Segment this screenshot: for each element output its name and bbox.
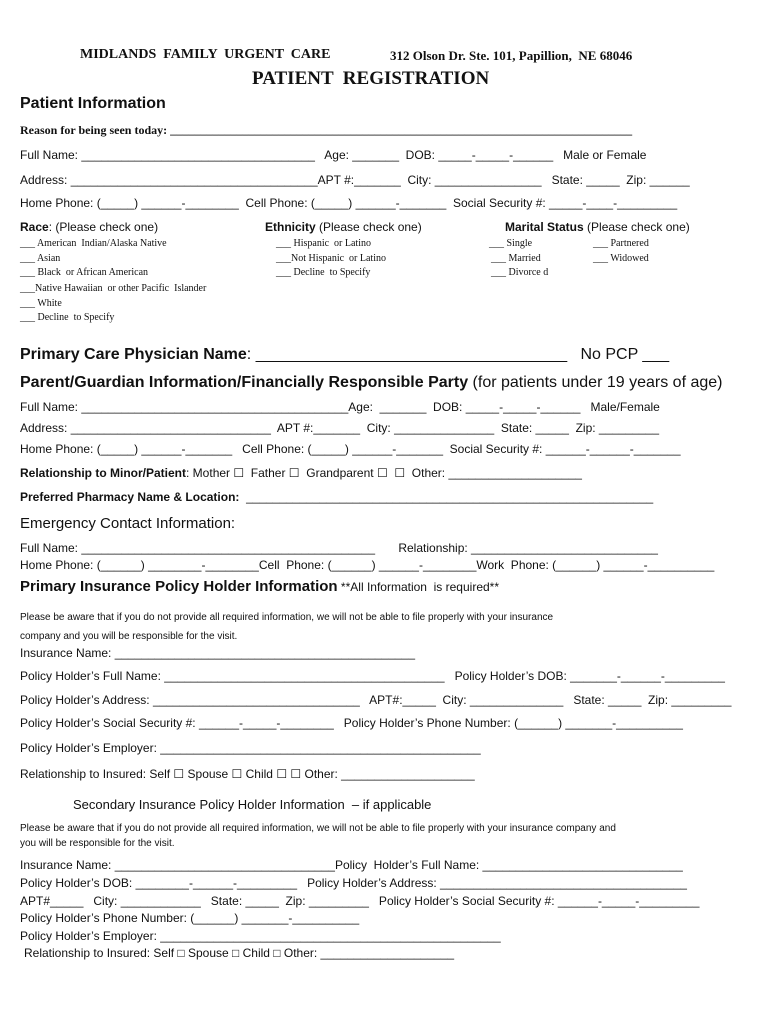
relationship-label: Relationship to Minor/Patient xyxy=(20,466,187,480)
marital-option[interactable]: ___ Partnered xyxy=(593,238,649,249)
insurance-name-field[interactable]: Insurance Name: _____________________________________________ xyxy=(20,646,416,660)
guardian-name-line[interactable]: Full Name: ________________________________________Age: _______ DOB: _____-_____-______ Male/Female xyxy=(20,400,660,414)
marital-option[interactable]: ___ Divorce d xyxy=(491,267,549,278)
race-heading xyxy=(20,220,158,234)
guardian-heading-normal: (for patients under 19 years of age) xyxy=(468,374,723,391)
marital-option[interactable]: ___ Widowed xyxy=(593,253,649,264)
race-hint: : (Please check one) xyxy=(48,220,159,234)
race-option[interactable]: ___ Black or African American xyxy=(20,267,149,278)
holder-address-line[interactable]: Policy Holder’s Address: _______________________________ APT#:_____ City: ______________ State: _____ Zip: _________ xyxy=(20,693,732,707)
holder-employer-line[interactable]: Policy Holder’s Employer: ________________________________________________ xyxy=(20,741,481,755)
secondary-line[interactable]: Policy Holder’s DOB: ________-______-_________ Policy Holder’s Address: _____________________________________ xyxy=(20,876,687,890)
secondary-insurance-heading: Secondary Insurance Policy Holder Information – if applicable xyxy=(73,797,432,812)
holder-name-line[interactable]: Policy Holder’s Full Name: __________________________________________ Policy Holder’s DOB: _______-______-_________ xyxy=(20,669,725,683)
pharmacy-label: Preferred Pharmacy Name & Location: xyxy=(20,490,240,504)
ethnicity-heading xyxy=(265,220,422,234)
secondary-line[interactable]: APT#_____ City: ____________ State: _____ Zip: _________ Policy Holder’s Social Security #: ______-_____-_________ xyxy=(20,894,700,908)
primary-insurance-note: **All Information is required** xyxy=(337,580,500,594)
relationship-options: : Mother ☐ Father ☐ Grandparent ☐ ☐ Other: ____________________ xyxy=(186,466,582,480)
patient-address-line[interactable]: Address: _____________________________________APT #:_______ City: ________________ State: _____ Zip: ______ xyxy=(20,173,690,187)
patient-phone-line[interactable]: Home Phone: (_____) ______-________ Cell Phone: (_____) ______-_______ Social Security #: _____-____-_________ xyxy=(20,196,678,210)
pcp-line[interactable] xyxy=(20,345,669,365)
ethnicity-option[interactable]: ___ Decline to Specify xyxy=(276,267,371,278)
clinic-address: 312 Olson Dr. Ste. 101, Papillion, NE 68046 xyxy=(390,48,633,63)
ethnicity-option[interactable]: ___Not Hispanic or Latino xyxy=(276,253,386,264)
marital-option[interactable]: ___ Single xyxy=(489,238,533,249)
marital-option[interactable]: ___ Married xyxy=(491,253,541,264)
primary-insurance-heading xyxy=(20,580,499,594)
pcp-rest: : ___________________________________ No PCP ___ xyxy=(246,346,670,363)
form-title: PATIENT REGISTRATION xyxy=(252,68,490,89)
ethnicity-label: Ethnicity xyxy=(265,220,316,234)
race-option[interactable]: ___ White xyxy=(20,298,62,309)
pharmacy-field: _____________________________________________________________ xyxy=(239,490,654,504)
emergency-phone-line[interactable]: Home Phone: (______) ________-________Cell Phone: (______) ______-________Work Phone: (______) ______-__________ xyxy=(20,558,715,572)
race-option[interactable]: ___ Asian xyxy=(20,253,61,264)
race-option[interactable]: ___ Decline to Specify xyxy=(20,312,115,323)
emergency-heading: Emergency Contact Information: xyxy=(20,515,236,532)
race-option[interactable]: ___Native Hawaiian or other Pacific Islander xyxy=(20,283,207,294)
reason-field[interactable]: Reason for being seen today: _____________________________________________________________________________ xyxy=(20,123,633,137)
ethnicity-option[interactable]: ___ Hispanic or Latino xyxy=(276,238,371,249)
pcp-label: Primary Care Physician Name xyxy=(20,346,247,363)
patient-info-heading: Patient Information xyxy=(20,95,166,112)
secondary-line[interactable]: Relationship to Insured: Self □ Spouse □ Child □ Other: ____________________ xyxy=(24,946,455,960)
guardian-address-line[interactable]: Address: ______________________________ APT #:_______ City: _______________ State: _____ Zip: _________ xyxy=(20,421,659,435)
guardian-heading-bold: Parent/Guardian Information/Financially Responsible Party xyxy=(20,374,469,391)
marital-heading xyxy=(505,220,690,234)
emergency-name-line[interactable]: Full Name: ____________________________________________ Relationship: ____________________________ xyxy=(20,541,658,555)
patient-name-line[interactable]: Full Name: ___________________________________ Age: _______ DOB: _____-_____-______ Male or Female xyxy=(20,148,647,162)
guardian-heading xyxy=(20,373,722,393)
secondary-notice: Please be aware that if you do not provide all required information, we will not be able to file properly with your insurance company and xyxy=(20,823,616,834)
ethnicity-hint: (Please check one) xyxy=(315,220,422,234)
secondary-line[interactable]: Insurance Name: _________________________________Policy Holder’s Full Name: ______________________________ xyxy=(20,858,683,872)
primary-notice: Please be aware that if you do not provide all required information, we will not be able to file properly with your insurance xyxy=(20,612,554,623)
race-option[interactable]: ___ American Indian/Alaska Native xyxy=(20,238,167,249)
marital-label: Marital Status xyxy=(505,220,584,234)
pharmacy-line[interactable] xyxy=(20,490,653,504)
primary-insurance-title: Primary Insurance Policy Holder Information xyxy=(20,578,338,595)
primary-notice: company and you will be responsible for the visit. xyxy=(20,631,238,642)
guardian-phone-line[interactable]: Home Phone: (_____) ______-_______ Cell Phone: (_____) ______-_______ Social Security #: ______-______-_______ xyxy=(20,442,681,456)
secondary-notice: you will be responsible for the visit. xyxy=(20,838,175,849)
insured-relationship-line[interactable]: Relationship to Insured: Self ☐ Spouse ☐ Child ☐ ☐ Other: ____________________ xyxy=(20,767,475,781)
secondary-line[interactable]: Policy Holder’s Phone Number: (______) _______-__________ xyxy=(20,911,360,925)
race-label: Race xyxy=(20,220,49,234)
holder-ssn-line[interactable]: Policy Holder’s Social Security #: ______-_____-________ Policy Holder’s Phone Number: (______) _______-__________ xyxy=(20,716,683,730)
marital-hint: (Please check one) xyxy=(583,220,690,234)
clinic-name: MIDLANDS FAMILY URGENT CARE xyxy=(80,47,331,62)
relationship-line[interactable] xyxy=(20,466,582,480)
secondary-line[interactable]: Policy Holder’s Employer: ___________________________________________________ xyxy=(20,929,501,943)
